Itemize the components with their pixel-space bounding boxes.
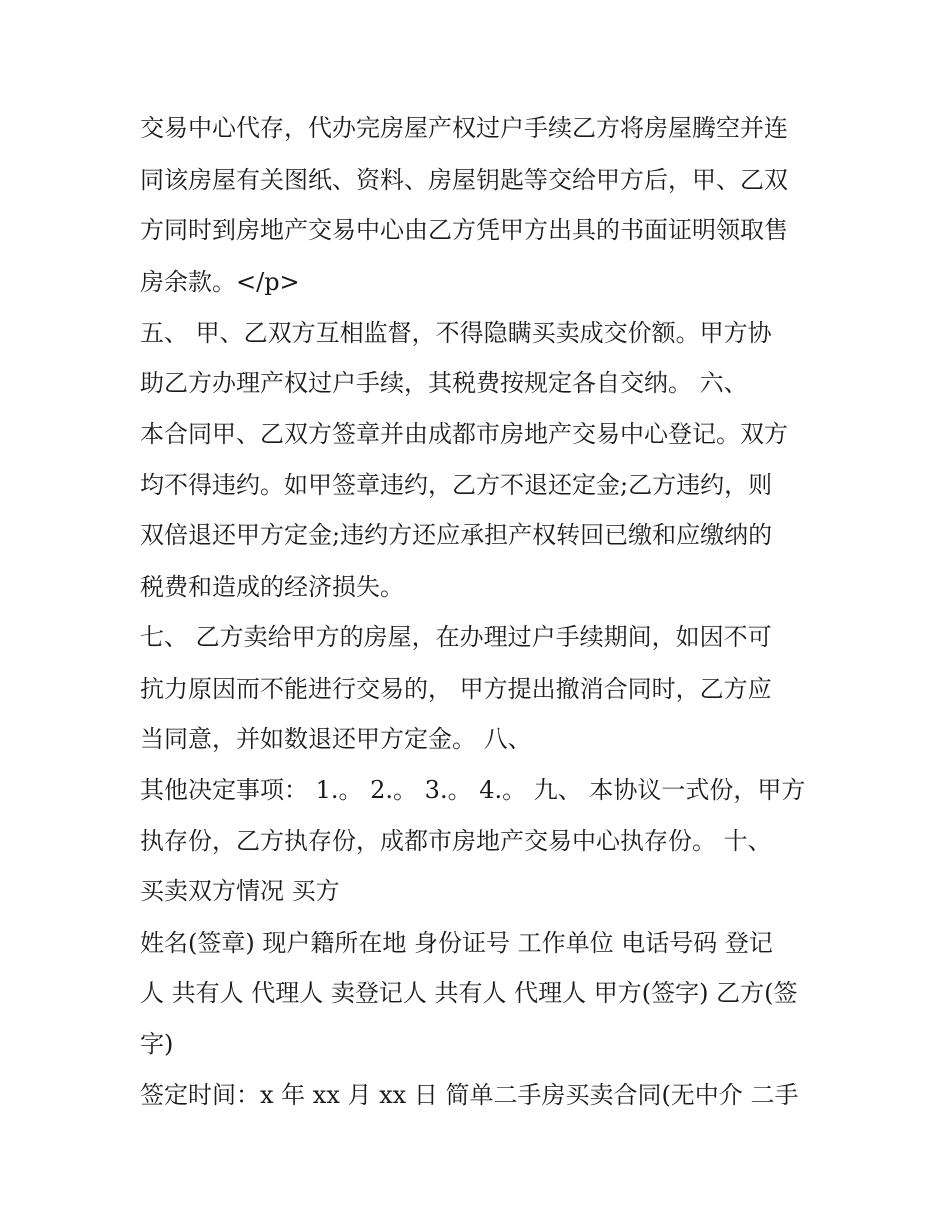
text-line: 买卖双方情况 买方 <box>140 877 340 905</box>
text-line: 字) <box>140 1030 174 1058</box>
text-line: 姓名(签章) 现户籍所在地 身份证号 工作单位 电话号码 登记 <box>140 929 773 957</box>
text-line: 人 共有人 代理人 卖登记人 共有人 代理人 甲方(签字) 乙方(签 <box>140 979 798 1007</box>
text-line: 助乙方办理产权过户手续，其税费按规定各自交纳。 六、 <box>140 369 748 397</box>
text-line: 双倍退还甲方定金;违约方还应承担产权转回已缴和应缴纳的 <box>140 521 773 549</box>
text-line: 同该房屋有关图纸、资料、房屋钥匙等交给甲方后，甲、乙双 <box>140 166 788 194</box>
text-line: 房余款。</p> <box>140 268 300 296</box>
text-line: 本合同甲、乙双方签章并由成都市房地产交易中心登记。双方 <box>140 420 788 448</box>
text-line: 当同意，并如数退还甲方定金。 八、 <box>140 725 532 753</box>
text-line: 均不得违约。如甲签章违约，乙方不退还定金;乙方违约，则 <box>140 471 773 499</box>
text-line: 执存份，乙方执存份，成都市房地产交易中心执存份。 十、 <box>140 827 772 855</box>
text-line: 七、 乙方卖给甲方的房屋，在办理过户手续期间，如因不可 <box>140 623 772 651</box>
text-line: 五、 甲、乙双方互相监督，不得隐瞒买卖成交价额。甲方协 <box>140 319 772 347</box>
text-line: 其他决定事项： 1.。 2.。 3.。 4.。 九、 本协议一式份，甲方 <box>140 776 806 804</box>
text-line: 签定时间：x 年 xx 月 xx 日 简单二手房买卖合同(无中介 二手 <box>140 1081 799 1109</box>
text-line: 交易中心代存，代办完房屋产权过户手续乙方将房屋腾空并连 <box>140 114 788 142</box>
text-line: 抗力原因而不能进行交易的， 甲方提出撤消合同时，乙方应 <box>140 675 772 703</box>
text-line: 方同时到房地产交易中心由乙方凭甲方出具的书面证明领取售 <box>140 216 788 244</box>
text-line: 税费和造成的经济损失。 <box>140 573 404 601</box>
